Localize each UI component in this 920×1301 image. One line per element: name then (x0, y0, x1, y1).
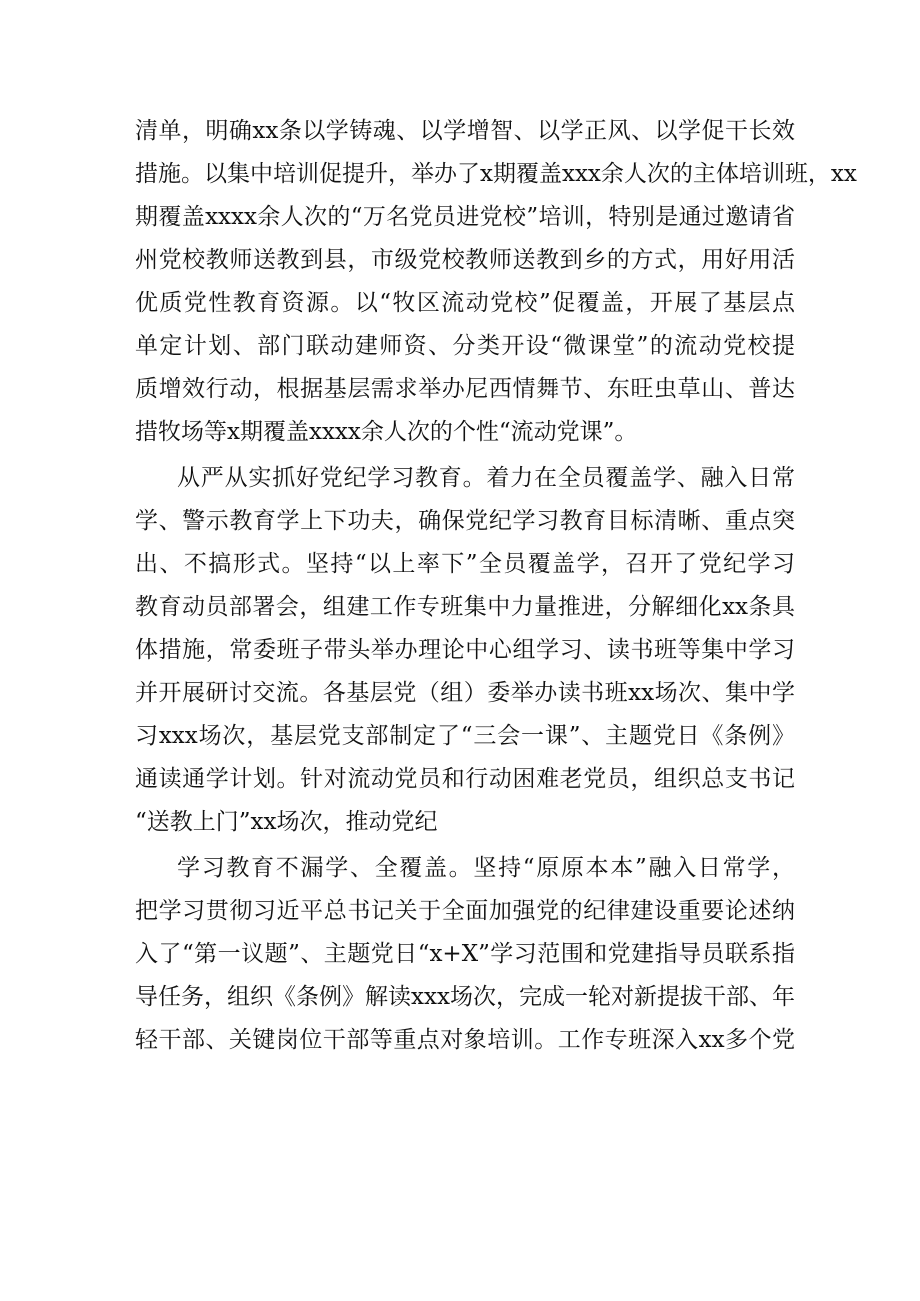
paragraph-line: 单定计划、部门联动建师资、分类开设“微课堂”的流动党校提 (135, 333, 795, 359)
paragraph-line: 质增效行动，根据基层需求举办尼西情舞节、东旺虫草山、普达 (135, 376, 795, 402)
paragraph-line: 入了“第一议题”、主题党日“x+X”学习范围和党建指导员联系指 (135, 941, 795, 967)
paragraph-line: 轻干部、关键岗位干部等重点对象培训。工作专班深入xx多个党 (135, 1027, 795, 1053)
paragraph-line: 习xxx场次，基层党支部制定了“三会一课”、主题党日《条例》 (135, 723, 795, 749)
paragraph-line: 学、警示教育学上下功夫，确保党纪学习教育目标清晰、重点突 (135, 508, 795, 534)
paragraph-line: 教育动员部署会，组建工作专班集中力量推进，分解细化xx条具 (135, 594, 795, 620)
paragraph-line: 从严从实抓好党纪学习教育。着力在全员覆盖学、融入日常 (177, 465, 795, 491)
paragraph-line: 并开展研讨交流。各基层党（组）委举办读书班xx场次、集中学 (135, 680, 795, 706)
paragraph-line: 期覆盖xxxx余人次的“万名党员进党校”培训，特别是通过邀请省 (135, 204, 795, 230)
document-body (135, 110, 857, 1062)
paragraph-line: 措施。以集中培训促提升，举办了x期覆盖xxx余人次的主体培训班，xx (135, 161, 857, 187)
paragraph-line: 清单，明确xx条以学铸魂、以学增智、以学正风、以学促干长效 (135, 118, 795, 144)
paragraph-line: 优质党性教育资源。以“牧区流动党校”促覆盖，开展了基层点 (135, 290, 795, 316)
paragraph-line: 出、不搞形式。坚持“以上率下”全员覆盖学，召开了党纪学习 (135, 551, 795, 577)
paragraph-line: 导任务，组织《条例》解读xxx场次，完成一轮对新提拔干部、年 (135, 984, 795, 1010)
paragraph-line: 州党校教师送教到县，市级党校教师送教到乡的方式，用好用活 (135, 247, 795, 273)
paragraph-line: 通读通学计划。针对流动党员和行动困难老党员，组织总支书记 (135, 766, 795, 792)
paragraph-line: “送教上门”xx场次，推动党纪 (135, 809, 438, 835)
paragraph-3 (135, 847, 795, 1062)
paragraph-line: 体措施，常委班子带头举办理论中心组学习、读书班等集中学习 (135, 637, 795, 663)
paragraph-line: 学习教育不漏学、全覆盖。坚持“原原本本”融入日常学， (177, 855, 795, 881)
paragraph-2 (135, 457, 795, 844)
paragraph-line: 把学习贯彻习近平总书记关于全面加强党的纪律建设重要论述纳 (135, 898, 795, 924)
paragraph-1 (135, 110, 857, 454)
paragraph-line: 措牧场等x期覆盖xxxx余人次的个性“流动党课”。 (135, 419, 638, 445)
